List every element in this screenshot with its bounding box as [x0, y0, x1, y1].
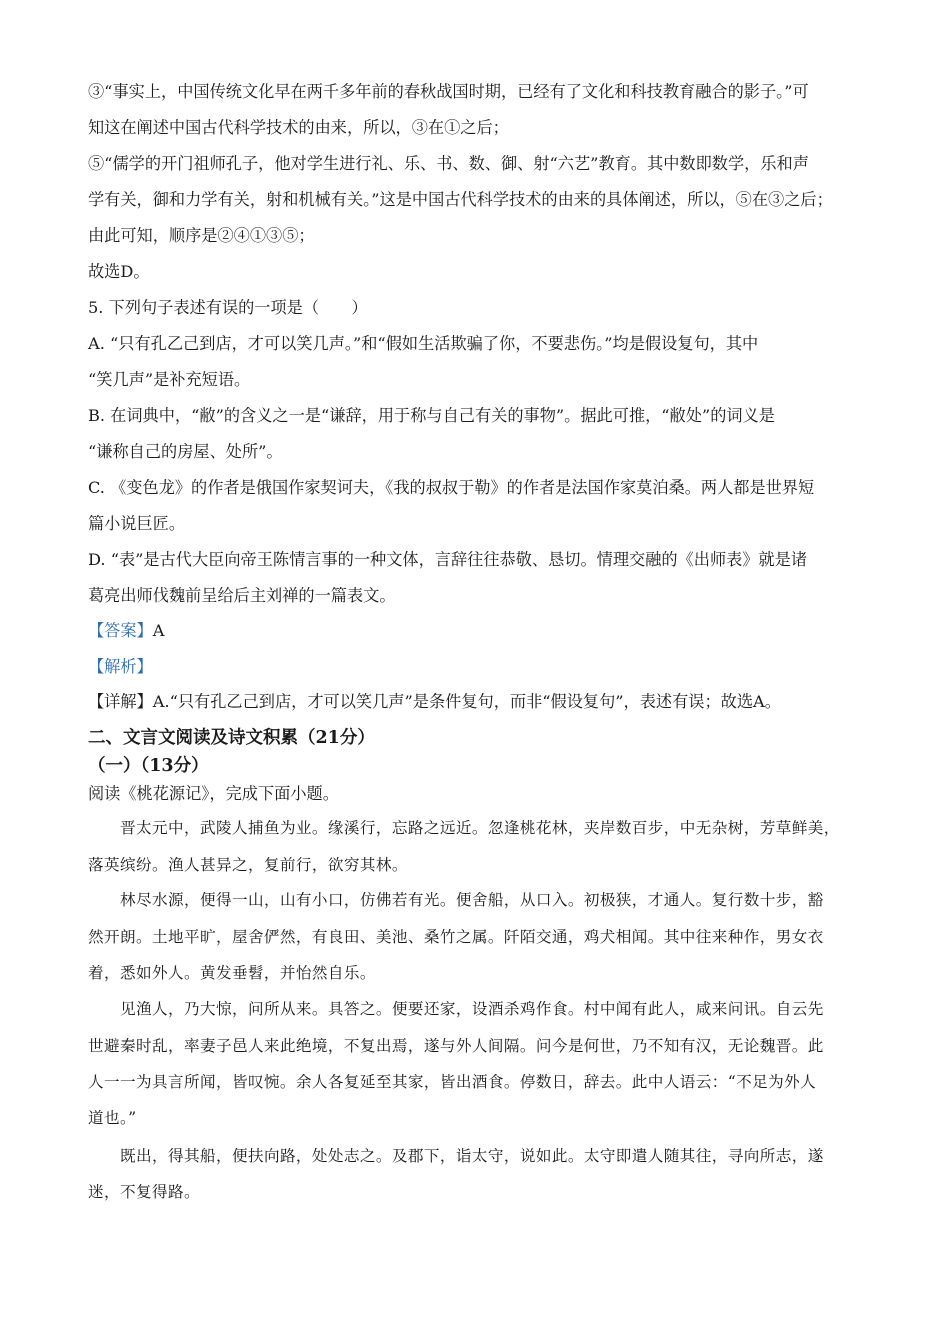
- passage-line: 晋太元中，武陵人捕鱼为业。缘溪行，忘路之远近。忽逢桃花林，夹岸数百步，中无杂树，芳草鲜美，: [120, 819, 840, 837]
- option-a: A. “只有孔乙己到店，才可以笑几声。”和“假如生活欺骗了你，不要悲伤。”均是假设复句，其中: [88, 334, 759, 353]
- text-line: 知这在阐述中国古代科学技术的由来，所以，③在①之后；: [88, 118, 509, 137]
- option-d: D. “表”是古代大臣向帝王陈情言事的一种文体，言辞往往恭敬、恳切。情理交融的《出师表》就是诸: [88, 550, 808, 569]
- option-c-cont: 篇小说巨匠。: [88, 514, 186, 533]
- answer-label: 【答案】: [88, 621, 153, 640]
- passage-line: 林尽水源，便得一山，山有小口，仿佛若有光。便舍船，从口入。初极狭，才通人。复行数十步，豁: [120, 891, 824, 909]
- answer-line: [88, 621, 878, 641]
- text-line: 由此可知，顺序是②④①③⑤；: [88, 226, 315, 245]
- passage-line: 人一一为具言所闻，皆叹惋。余人各复延至其家，皆出酒食。停数日，辞去。此中人语云：“不足为外人: [88, 1073, 817, 1091]
- sub-title: （一）（13分）: [88, 756, 209, 776]
- question-title: 5. 下列句子表述有误的一项是（ ）: [88, 298, 368, 317]
- reading-intro: 阅读《桃花源记》，完成下面小题。: [88, 784, 339, 803]
- text-line: 故选D。: [88, 262, 150, 281]
- option-b-cont: “谦称自己的房屋、处所”。: [88, 442, 283, 461]
- text-line: ⑤“儒学的开门祖师孔子，他对学生进行礼、乐、书、数、御、射“六艺”教育。其中数即数学，乐和声: [88, 154, 809, 173]
- passage-line: 既出，得其船，便扶向路，处处志之。及郡下，诣太守，说如此。太守即遣人随其往，寻向所志，遂: [120, 1147, 824, 1165]
- passage-line: 着，悉如外人。黄发垂髫，并怡然自乐。: [88, 964, 376, 982]
- passage-line: 道也。”: [88, 1109, 137, 1127]
- passage-line: 落英缤纷。渔人甚异之，复前行，欲穷其林。: [88, 856, 408, 874]
- text-line: ③“事实上，中国传统文化早在两千多年前的春秋战国时期，已经有了文化和科技教育融合的影子。”可: [88, 82, 809, 101]
- option-a-cont: “笑几声”是补充短语。: [88, 370, 251, 389]
- text-line: 学有关，御和力学有关，射和机械有关。”这是中国古代科学技术的由来的具体阐述，所以，⑤在③之后；: [88, 190, 833, 209]
- option-d-cont: 葛亮出师伐魏前呈给后主刘禅的一篇表文。: [88, 586, 396, 605]
- detail-line: 【详解】A.“只有孔乙己到店，才可以笑几声”是条件复句，而非“假设复句”，表述有误；故选A。: [88, 692, 781, 711]
- analysis-label: 【解析】: [88, 657, 153, 676]
- passage-line: 见渔人，乃大惊，问所从来。具答之。便要还家，设酒杀鸡作食。村中闻有此人，咸来问讯。自云先: [120, 1000, 824, 1018]
- answer-value: A: [152, 621, 165, 640]
- option-b: B. 在词典中，“敝”的含义之一是“谦辞，用于称与自己有关的事物”。据此可推，“敝处”的词义是: [88, 406, 775, 425]
- section-title: 二、文言文阅读及诗文积累（21分）: [88, 728, 375, 748]
- option-c: C. 《变色龙》的作者是俄国作家契诃夫，《我的叔叔于勒》的作者是法国作家莫泊桑。两人都是世界短: [88, 478, 815, 497]
- passage-line: 迷，不复得路。: [88, 1183, 200, 1201]
- passage-line: 世避秦时乱，率妻子邑人来此绝境，不复出焉，遂与外人间隔。问今是何世，乃不知有汉，无论魏晋。此: [88, 1037, 824, 1055]
- passage-line: 然开朗。土地平旷，屋舍俨然，有良田、美池、桑竹之属。阡陌交通，鸡犬相闻。其中往来种作，男女衣: [88, 928, 824, 946]
